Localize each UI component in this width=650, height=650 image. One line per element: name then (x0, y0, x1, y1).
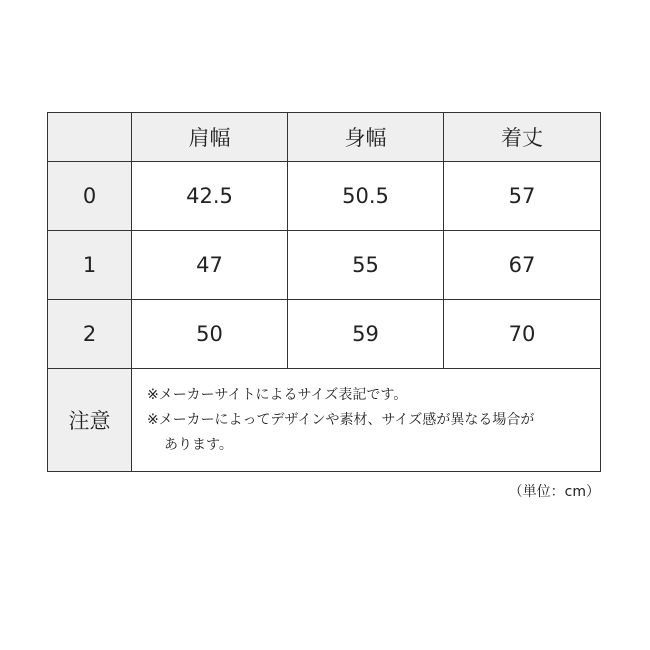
length-value: 67 (444, 231, 601, 300)
size-label: 0 (48, 162, 132, 231)
note-line-1: ※メーカーサイトによるサイズ表記です。 (147, 386, 408, 403)
notes-label: 注意 (48, 369, 132, 472)
body-width-value: 59 (288, 300, 444, 369)
length-value: 70 (444, 300, 601, 369)
size-label: 2 (48, 300, 132, 369)
table-row (48, 300, 601, 369)
size-table (47, 112, 601, 472)
table-row (48, 231, 601, 300)
size-label: 1 (48, 231, 132, 300)
unit-note: （単位：cm） (508, 484, 600, 500)
length-value: 57 (444, 162, 601, 231)
header-corner-cell (48, 113, 132, 162)
shoulder-width-value: 50 (132, 300, 288, 369)
header-row (48, 113, 601, 162)
note-line-2: ※メーカーによってデザインや素材、サイズ感が異なる場合が (147, 411, 535, 428)
header-body-width: 身幅 (288, 113, 444, 162)
body-width-value: 55 (288, 231, 444, 300)
header-length: 着丈 (444, 113, 601, 162)
body-width-value: 50.5 (288, 162, 444, 231)
shoulder-width-value: 47 (132, 231, 288, 300)
notes-cell (132, 369, 601, 472)
note-line-3: あります。 (164, 436, 233, 453)
table-row (48, 162, 601, 231)
header-shoulder-width: 肩幅 (132, 113, 288, 162)
notes-row (48, 369, 601, 472)
shoulder-width-value: 42.5 (132, 162, 288, 231)
